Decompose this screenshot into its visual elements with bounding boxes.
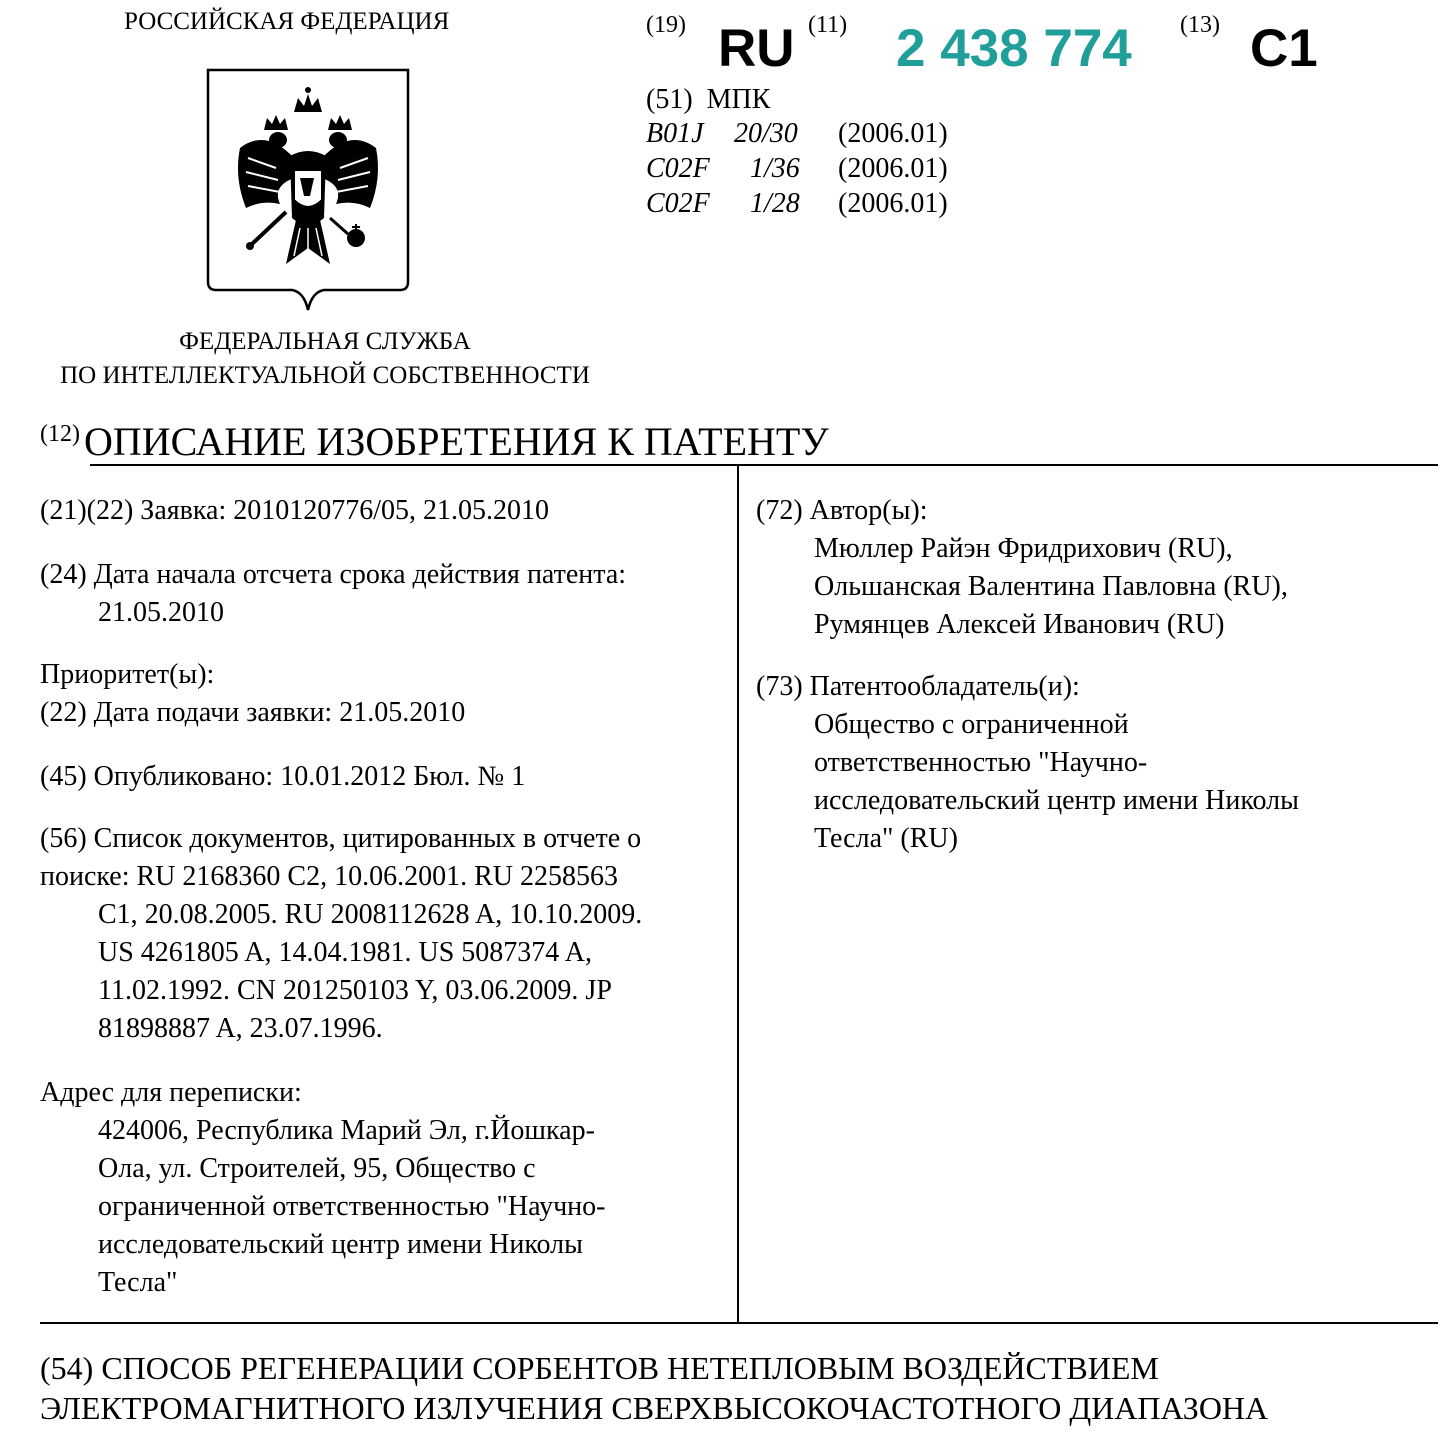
authors-section xyxy=(756,492,1288,644)
author-name: Мюллер Райэн Фридрихович (RU), xyxy=(814,533,1233,564)
agency-line-1: ФЕДЕРАЛЬНАЯ СЛУЖБА xyxy=(179,328,471,355)
ipc-group: 1/28 xyxy=(750,188,800,219)
ipc-row xyxy=(646,153,948,185)
code-12: (12) xyxy=(40,421,80,447)
code-13: (13) xyxy=(1180,12,1220,38)
code-19: (19) xyxy=(646,12,686,38)
ipc-class: C02F xyxy=(646,153,710,184)
country-code: RU xyxy=(718,19,795,78)
citation-line: 11.02.1992. CN 201250103 Y, 03.06.2009. JP xyxy=(98,975,612,1006)
citation-line: поиске: RU 2168360 C2, 10.06.2001. RU 2258563 xyxy=(40,861,618,892)
invention-title-line-1: (54) СПОСОБ РЕГЕНЕРАЦИИ СОРБЕНТОВ НЕТЕПЛОВЫМ ВОЗДЕЙСТВИЕМ xyxy=(40,1350,1159,1386)
address-line: Ола, ул. Строителей, 95, Общество с xyxy=(98,1153,536,1184)
kind-code: C1 xyxy=(1250,19,1318,78)
patent-holder-section xyxy=(756,668,1299,858)
document-type-title xyxy=(40,418,829,465)
correspondence-address xyxy=(40,1074,606,1302)
ipc-class: B01J xyxy=(646,118,704,149)
holder-line: ответственностью "Научно- xyxy=(814,747,1148,778)
invention-title xyxy=(40,1348,1268,1428)
column-divider xyxy=(737,466,739,1322)
country-name: РОССИЙСКАЯ ФЕДЕРАЦИЯ xyxy=(124,8,450,35)
address-line: 424006, Республика Марий Эл, г.Йошкар- xyxy=(98,1115,595,1146)
invention-title-line-2: ЭЛЕКТРОМАГНИТНОГО ИЗЛУЧЕНИЯ СВЕРХВЫСОКОЧАСТОТНОГО ДИАПАЗОНА xyxy=(40,1390,1269,1426)
holder-line: исследовательский центр имени Николы xyxy=(814,785,1299,816)
agency-line-2: ПО ИНТЕЛЛЕКТУАЛЬНОЙ СОБСТВЕННОСТИ xyxy=(60,362,590,389)
citation-line: US 4261805 A, 14.04.1981. US 5087374 A, xyxy=(98,937,592,968)
ipc-group: 1/36 xyxy=(750,153,800,184)
code-11: (11) xyxy=(808,12,848,38)
address-line: Тесла" xyxy=(98,1267,178,1298)
code-51 xyxy=(646,84,770,116)
holder-label: (73) Патентообладатель(и): xyxy=(756,671,1080,702)
priority-label: Приоритет(ы): xyxy=(40,659,215,690)
code-51-number: (51) xyxy=(646,84,693,115)
citation-line: (56) Список документов, цитированных в отчете о xyxy=(40,823,642,854)
term-start-date: 21.05.2010 xyxy=(98,597,224,628)
holder-line: Общество с ограниченной xyxy=(814,709,1129,740)
holder-line: Тесла" (RU) xyxy=(814,823,958,854)
mpk-label: МПК xyxy=(706,84,771,115)
ipc-class: C02F xyxy=(646,188,710,219)
cited-documents xyxy=(40,820,642,1048)
authors-label: (72) Автор(ы): xyxy=(756,495,928,526)
publication-info: (45) Опубликовано: 10.01.2012 Бюл. № 1 xyxy=(40,761,526,792)
top-rule xyxy=(90,464,1438,466)
citation-line: C1, 20.08.2005. RU 2008112628 A, 10.10.2009. xyxy=(98,899,643,930)
address-line: ограниченной ответственностью "Научно- xyxy=(98,1191,606,1222)
address-line: исследовательский центр имени Николы xyxy=(98,1229,583,1260)
ipc-version: (2006.01) xyxy=(838,153,948,184)
author-name: Румянцев Алексей Иванович (RU) xyxy=(814,609,1225,640)
filing-date: (22) Дата подачи заявки: 21.05.2010 xyxy=(40,697,466,728)
ipc-row xyxy=(646,118,948,150)
ipc-version: (2006.01) xyxy=(838,118,948,149)
ipc-row xyxy=(646,188,948,220)
application-info: (21)(22) Заявка: 2010120776/05, 21.05.2010 xyxy=(40,495,550,526)
ipc-version: (2006.01) xyxy=(838,188,948,219)
term-start-label: (24) Дата начала отсчета срока действия патента: xyxy=(40,559,627,590)
patent-number: 2 438 774 xyxy=(896,19,1132,78)
author-name: Ольшанская Валентина Павловна (RU), xyxy=(814,571,1288,602)
bottom-rule xyxy=(40,1322,1438,1324)
russian-coat-of-arms-icon xyxy=(206,68,410,312)
address-label: Адрес для переписки: xyxy=(40,1077,302,1108)
ipc-group: 20/30 xyxy=(734,118,798,149)
document-type-text: ОПИСАНИЕ ИЗОБРЕТЕНИЯ К ПАТЕНТУ xyxy=(83,419,829,464)
citation-line: 81898887 A, 23.07.1996. xyxy=(98,1013,383,1044)
